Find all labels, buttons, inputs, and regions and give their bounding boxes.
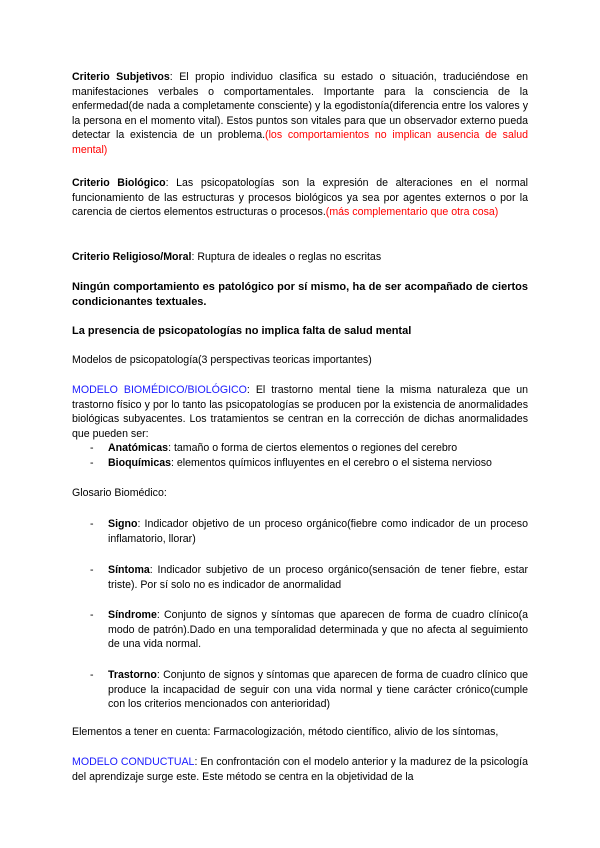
bullet-dash: -: [90, 442, 94, 454]
document-body: [72, 70, 528, 784]
modelo-conductual-paragraph: [72, 755, 528, 784]
bullet-dash: -: [90, 564, 94, 577]
biomedico-bullet-list: [72, 441, 528, 470]
glosario-list: [72, 517, 528, 713]
glosario-text: : Conjunto de signos y síntomas que aparecen de forma de cuadro clínico que produce la incapacidad de seguir con una vida normal y tiene carácter crónico(cumple con los criterios mencionados con anterioridad): [108, 669, 528, 711]
list-item: [72, 668, 528, 713]
bullet-dash: -: [90, 609, 94, 622]
modelo-biomedico-paragraph: [72, 383, 528, 441]
criterio-biologico-term: Criterio Biológico: [72, 177, 166, 189]
statement-no-pathological: Ningún comportamiento es patológico por sí mismo, ha de ser acompañado de ciertos condicionantes textuales.: [72, 281, 528, 308]
modelo-conductual-title: MODELO CONDUCTUAL: [72, 756, 195, 769]
criterio-subjetivos-text: : El propio individuo clasifica su estado o situación, traduciéndose en manifestaciones verbales o comportamentales. Importante para la consciencia de la enfermedad(de nada a completamente consciente) y la egodistonía(diferencia entre los valores y la persona en el momento vital). Estos puntos son vitales para que un observador externo pueda detectar la existencia de un problema.: [72, 71, 529, 142]
criterio-biologico-paragraph: [72, 176, 528, 234]
glosario-term: Signo: [108, 518, 138, 531]
glosario-term: Síntoma: [108, 564, 150, 577]
modelos-heading: Modelos de psicopatología(3 perspectivas teoricas importantes): [72, 354, 372, 366]
bullet-text: : elementos químicos influyentes en el cerebro o el sistema nervioso: [171, 456, 492, 469]
list-spacer: [72, 593, 528, 608]
bullet-term: Bioquímicas: [108, 456, 171, 469]
criterio-religioso-paragraph: [72, 250, 528, 264]
elementos-paragraph: Elementos a tener en cuenta: Farmacologización, método científico, alivio de los síntomas,: [72, 726, 499, 739]
glosario-term: Trastorno: [108, 669, 157, 682]
glosario-text: : Conjunto de signos y síntomas que aparecen de forma de cuadro clínico(a modo de patrón).Dado en una temporalidad determinada y que no afecta al seguimiento de una vida normal.: [108, 609, 528, 651]
modelo-biomedico-title: MODELO BIOMÉDICO/BIOLÓGICO: [72, 384, 247, 396]
bullet-dash: -: [90, 518, 94, 531]
criterio-subjetivos-paragraph: [72, 70, 528, 158]
glosario-heading: Glosario Biomédico:: [72, 487, 167, 500]
criterio-subjetivos-term: Criterio Subjetivos: [72, 71, 170, 83]
list-item: [72, 456, 528, 471]
criterio-religioso-term: Criterio Religioso/Moral: [72, 251, 192, 263]
modelo-conductual-text: : En confrontación con el modelo anterior y la madurez de la psicología del aprendizaje surge este. Este método se centra en la objetividad de la: [72, 756, 528, 783]
glosario-text: : Indicador objetivo de un proceso orgánico(fiebre como indicador de un proceso inflamatorio, llorar): [108, 518, 528, 545]
bullet-text: : tamaño o forma de ciertos elementos o regiones del cerebro: [168, 442, 458, 454]
glosario-term: Síndrome: [108, 609, 157, 622]
modelo-biomedico-text: : El trastorno mental tiene la misma naturaleza que un trastorno físico y por lo tanto las psicopatologías se producen por la existencia de anormalidades biológicas subyacentes. Los tratamientos se centran en la corrección de dichas anormalidades que pueden ser:: [72, 384, 528, 440]
list-item: [72, 563, 528, 593]
bullet-dash: -: [90, 669, 94, 682]
list-spacer: [72, 653, 528, 668]
criterio-religioso-text: : Ruptura de ideales o reglas no escritas: [191, 251, 382, 263]
list-spacer: [72, 547, 528, 563]
bullet-dash: -: [90, 456, 94, 469]
criterio-biologico-text: : Las psicopatologías son la expresión de alteraciones en el normal funcionamiento de las estructuras y procesos biológicos ya sea por agentes externos o por la carencia de ciertos elementos estructuras o procesos.: [72, 177, 529, 219]
glosario-text: : Indicador subjetivo de un proceso orgánico(sensación de tener fiebre, estar triste). Por sí solo no es indicador de anormalidad: [108, 564, 528, 591]
criterio-subjetivos-note: (los comportamientos no implican ausencia de salud mental): [72, 129, 529, 156]
criterio-biologico-note: (más complementario que otra cosa): [325, 206, 499, 219]
statement-psychopathology-health: La presencia de psicopatologías no implica falta de salud mental: [72, 325, 412, 337]
bullet-term: Anatómicas: [108, 442, 169, 454]
list-item: [72, 441, 528, 456]
list-item: [72, 608, 528, 653]
list-item: [72, 517, 528, 547]
